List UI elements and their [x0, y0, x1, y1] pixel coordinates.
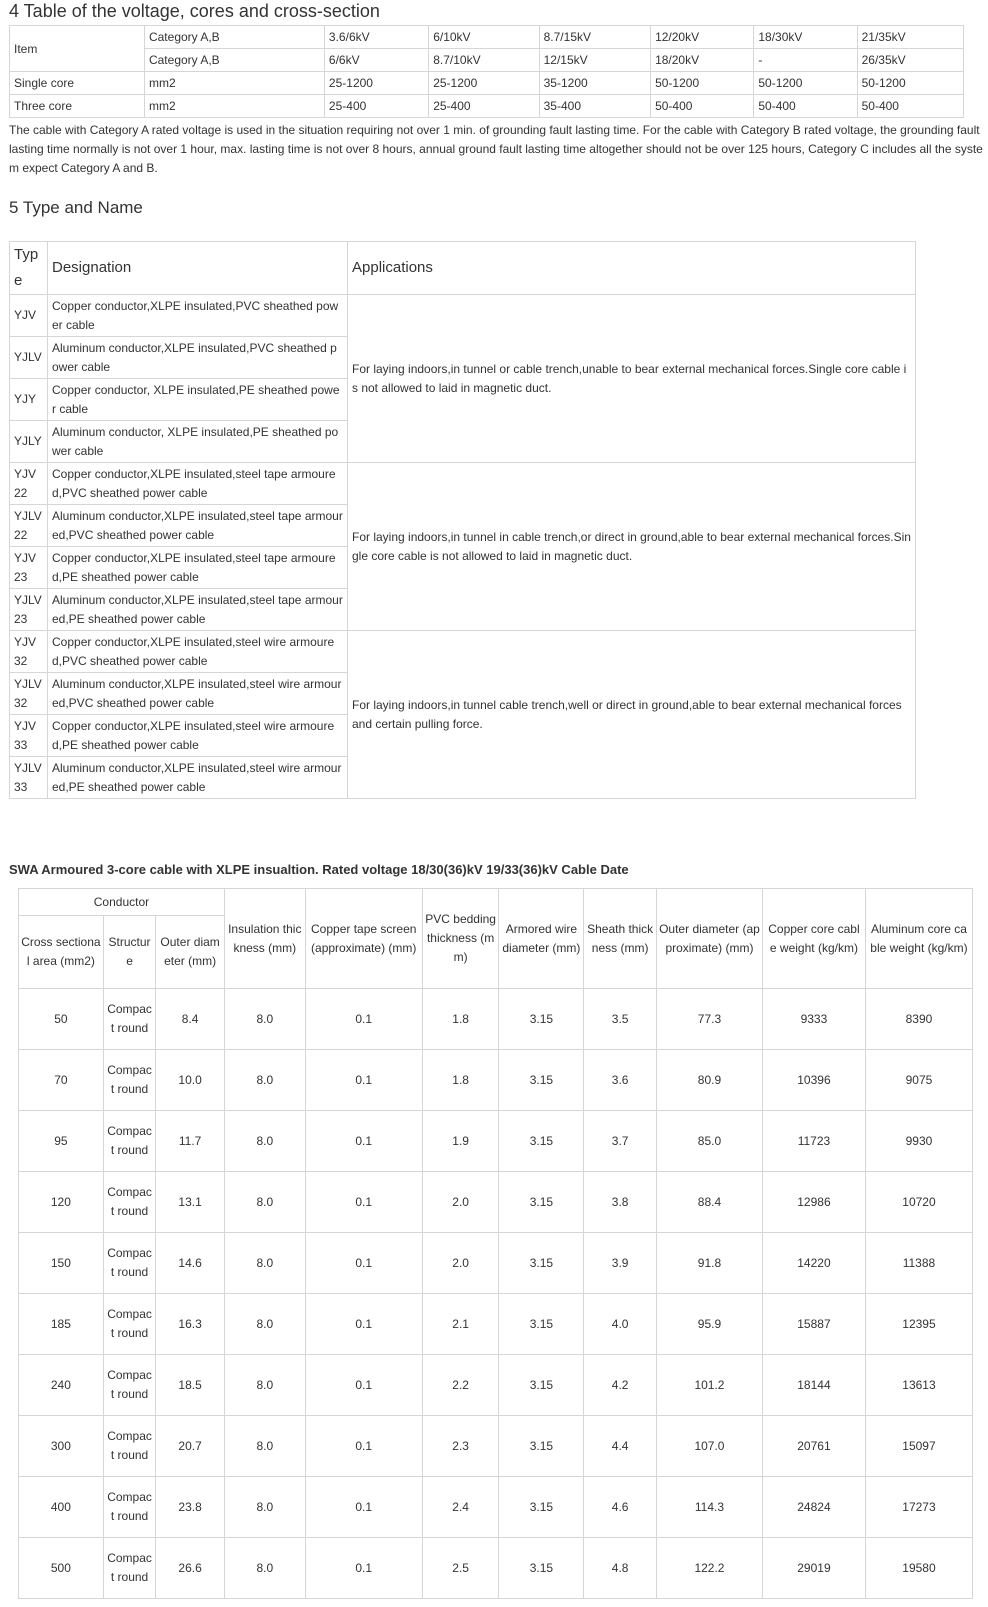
type-cell: YJLY [10, 421, 48, 463]
table-cell: 50-1200 [651, 72, 754, 95]
type-cell: YJLV [10, 337, 48, 379]
copper-weight-cell: 29019 [762, 1538, 865, 1599]
section-5-title: 5 Type and Name [9, 198, 143, 217]
table-cell: 50-1200 [754, 72, 857, 95]
copper-weight-cell: 9333 [762, 989, 865, 1050]
table-cell: 6/6kV [324, 49, 428, 72]
outer-diameter-cell: 18.5 [156, 1355, 225, 1416]
insulation-header: Insulation thickness (mm) [224, 889, 305, 989]
cable-data-title: SWA Armoured 3-core cable with XLPE insualtion. Rated voltage 18/30(36)kV 19/33(36)kV Cable Date [9, 862, 629, 877]
table-cell: 50-400 [754, 95, 857, 118]
type-cell: YJV 33 [10, 715, 48, 757]
table-row [19, 1233, 973, 1294]
cross-section-cell: 300 [19, 1416, 104, 1477]
aluminum-weight-cell: 10720 [865, 1172, 972, 1233]
outer-diameter-approx-cell: 107.0 [656, 1416, 762, 1477]
armored-wire-cell: 3.15 [499, 1538, 584, 1599]
copper-tape-cell: 0.1 [305, 1172, 422, 1233]
outer-diameter-cell: 10.0 [156, 1050, 225, 1111]
outer-diameter-approx-cell: 77.3 [656, 989, 762, 1050]
table-cell: - [754, 49, 857, 72]
outer-diameter-cell: 13.1 [156, 1172, 225, 1233]
pvc-bedding-cell: 2.0 [422, 1233, 499, 1294]
pvc-bedding-cell: 2.4 [422, 1477, 499, 1538]
armored-wire-cell: 3.15 [499, 1172, 584, 1233]
cross-section-cell: 240 [19, 1355, 104, 1416]
table-row [19, 1172, 973, 1233]
designation-cell: Aluminum conductor,XLPE insulated,steel wire armoured,PVC sheathed power cable [48, 673, 348, 715]
sheath-cell: 4.2 [584, 1355, 657, 1416]
applications-cell: For laying indoors,in tunnel or cable trench,unable to bear external mechanical forces.Single core cable is not allowed to laid in magnetic duct. [348, 295, 916, 463]
aluminum-weight-cell: 8390 [865, 989, 972, 1050]
cable-data-table [18, 888, 973, 1599]
table-row [19, 1355, 973, 1416]
copper-weight-header: Copper core cable weight (kg/km) [762, 889, 865, 989]
pvc-bedding-cell: 1.9 [422, 1111, 499, 1172]
aluminum-weight-cell: 15097 [865, 1416, 972, 1477]
structure-cell: Compact round [103, 1538, 155, 1599]
type-cell: YJV 23 [10, 547, 48, 589]
core-label: Three core [10, 95, 145, 118]
armored-wire-cell: 3.15 [499, 1111, 584, 1172]
armored-wire-cell: 3.15 [499, 1416, 584, 1477]
table-header-row [10, 242, 916, 295]
table-row [10, 49, 964, 72]
cross-section-cell: 70 [19, 1050, 104, 1111]
pvc-bedding-header: PVC bedding thickness (mm) [422, 889, 499, 989]
pvc-bedding-cell: 2.3 [422, 1416, 499, 1477]
type-cell: YJLV 32 [10, 673, 48, 715]
table-row [10, 295, 916, 337]
cross-section-cell: 95 [19, 1111, 104, 1172]
copper-weight-cell: 12986 [762, 1172, 865, 1233]
type-name-table [9, 241, 916, 799]
insulation-cell: 8.0 [224, 1111, 305, 1172]
cross-section-cell: 185 [19, 1294, 104, 1355]
copper-weight-cell: 14220 [762, 1233, 865, 1294]
type-cell: YJV [10, 295, 48, 337]
structure-cell: Compact round [103, 989, 155, 1050]
sheath-cell: 3.5 [584, 989, 657, 1050]
applications-cell: For laying indoors,in tunnel in cable trench,or direct in ground,able to bear external mechanical forces.Single core cable is not allowed to laid in magnetic duct. [348, 463, 916, 631]
applications-cell: For laying indoors,in tunnel cable trench,well or direct in ground,able to bear external mechanical forces and certain pulling force. [348, 631, 916, 799]
table-cell: 8.7/10kV [429, 49, 539, 72]
structure-cell: Compact round [103, 1477, 155, 1538]
aluminum-weight-header: Aluminum core cable weight (kg/km) [865, 889, 972, 989]
armored-wire-cell: 3.15 [499, 1355, 584, 1416]
sheath-cell: 4.6 [584, 1477, 657, 1538]
core-label: Single core [10, 72, 145, 95]
structure-cell: Compact round [103, 1355, 155, 1416]
sheath-cell: 4.0 [584, 1294, 657, 1355]
table-cell: 18/20kV [651, 49, 754, 72]
insulation-cell: 8.0 [224, 1294, 305, 1355]
armored-wire-header: Armored wire diameter (mm) [499, 889, 584, 989]
table-row [10, 631, 916, 673]
armored-wire-cell: 3.15 [499, 1477, 584, 1538]
copper-tape-cell: 0.1 [305, 1233, 422, 1294]
aluminum-weight-cell: 11388 [865, 1233, 972, 1294]
structure-header: Structure [103, 916, 155, 989]
outer-diameter-cell: 23.8 [156, 1477, 225, 1538]
outer-diameter-cell: 8.4 [156, 989, 225, 1050]
designation-cell: Copper conductor,XLPE insulated,steel wire armoured,PE sheathed power cable [48, 715, 348, 757]
structure-cell: Compact round [103, 1111, 155, 1172]
insulation-cell: 8.0 [224, 1050, 305, 1111]
type-cell: YJLV 22 [10, 505, 48, 547]
insulation-cell: 8.0 [224, 1233, 305, 1294]
table-row [19, 1538, 973, 1599]
copper-tape-cell: 0.1 [305, 1477, 422, 1538]
sheath-cell: 4.4 [584, 1416, 657, 1477]
aluminum-weight-cell: 13613 [865, 1355, 972, 1416]
pvc-bedding-cell: 2.2 [422, 1355, 499, 1416]
designation-cell: Copper conductor,XLPE insulated,PVC sheathed power cable [48, 295, 348, 337]
outer-diameter-approx-cell: 80.9 [656, 1050, 762, 1111]
outer-diameter-cell: 20.7 [156, 1416, 225, 1477]
outer-diameter-approx-cell: 88.4 [656, 1172, 762, 1233]
designation-cell: Aluminum conductor,XLPE insulated,PVC sheathed power cable [48, 337, 348, 379]
cross-section-cell: 400 [19, 1477, 104, 1538]
table-row [19, 1111, 973, 1172]
table-cell: 18/30kV [754, 26, 857, 49]
table-header-row [19, 889, 973, 916]
table-row [19, 1416, 973, 1477]
table-row [10, 463, 916, 505]
table-cell: 12/15kV [539, 49, 650, 72]
pvc-bedding-cell: 1.8 [422, 1050, 499, 1111]
pvc-bedding-cell: 1.8 [422, 989, 499, 1050]
copper-weight-cell: 15887 [762, 1294, 865, 1355]
section-4-title: 4 Table of the voltage, cores and cross-section [9, 1, 380, 21]
designation-cell: Aluminum conductor,XLPE insulated,steel tape armoured,PVC sheathed power cable [48, 505, 348, 547]
outer-diameter-cell: 14.6 [156, 1233, 225, 1294]
sheath-cell: 4.8 [584, 1538, 657, 1599]
aluminum-weight-cell: 9930 [865, 1111, 972, 1172]
armored-wire-cell: 3.15 [499, 1294, 584, 1355]
type-cell: YJV 32 [10, 631, 48, 673]
copper-weight-cell: 10396 [762, 1050, 865, 1111]
outer-diameter-approx-cell: 95.9 [656, 1294, 762, 1355]
outer-diameter-approx-cell: 122.2 [656, 1538, 762, 1599]
type-header: Type [10, 242, 48, 295]
table-cell: 6/10kV [429, 26, 539, 49]
copper-tape-cell: 0.1 [305, 1416, 422, 1477]
designation-cell: Aluminum conductor, XLPE insulated,PE sheathed power cable [48, 421, 348, 463]
cross-section-cell: 50 [19, 989, 104, 1050]
type-cell: YJY [10, 379, 48, 421]
sheath-cell: 3.6 [584, 1050, 657, 1111]
table-cell: 25-400 [429, 95, 539, 118]
pvc-bedding-cell: 2.0 [422, 1172, 499, 1233]
copper-tape-cell: 0.1 [305, 1538, 422, 1599]
table-cell: 50-1200 [857, 72, 963, 95]
table-cell: 35-400 [539, 95, 650, 118]
sheath-cell: 3.9 [584, 1233, 657, 1294]
outer-diameter-approx-cell: 91.8 [656, 1233, 762, 1294]
insulation-cell: 8.0 [224, 1538, 305, 1599]
table-row [10, 26, 964, 49]
sheath-cell: 3.8 [584, 1172, 657, 1233]
armored-wire-cell: 3.15 [499, 989, 584, 1050]
designation-header: Designation [48, 242, 348, 295]
sheath-header: Sheath thickness (mm) [584, 889, 657, 989]
copper-weight-cell: 20761 [762, 1416, 865, 1477]
cross-section-cell: 120 [19, 1172, 104, 1233]
armored-wire-cell: 3.15 [499, 1050, 584, 1111]
table-cell: 25-1200 [324, 72, 428, 95]
table-cell: 12/20kV [651, 26, 754, 49]
outer-diameter-approx-cell: 101.2 [656, 1355, 762, 1416]
table-row [19, 1050, 973, 1111]
table-cell: 3.6/6kV [324, 26, 428, 49]
insulation-cell: 8.0 [224, 1355, 305, 1416]
table-cell: 25-400 [324, 95, 428, 118]
pvc-bedding-cell: 2.5 [422, 1538, 499, 1599]
table-row [10, 95, 964, 118]
table-cell: 35-1200 [539, 72, 650, 95]
designation-cell: Aluminum conductor,XLPE insulated,steel wire armoured,PE sheathed power cable [48, 757, 348, 799]
designation-cell: Aluminum conductor,XLPE insulated,steel tape armoured,PE sheathed power cable [48, 589, 348, 631]
table-row [19, 989, 973, 1050]
voltage-cores-table [9, 25, 964, 118]
insulation-cell: 8.0 [224, 1416, 305, 1477]
outer-diameter-approx-cell: 114.3 [656, 1477, 762, 1538]
pvc-bedding-cell: 2.1 [422, 1294, 499, 1355]
unit-cell: mm2 [144, 95, 324, 118]
insulation-cell: 8.0 [224, 1477, 305, 1538]
copper-weight-cell: 24824 [762, 1477, 865, 1538]
copper-tape-cell: 0.1 [305, 989, 422, 1050]
insulation-cell: 8.0 [224, 989, 305, 1050]
copper-tape-cell: 0.1 [305, 1111, 422, 1172]
structure-cell: Compact round [103, 1233, 155, 1294]
designation-cell: Copper conductor,XLPE insulated,steel tape armoured,PVC sheathed power cable [48, 463, 348, 505]
aluminum-weight-cell: 17273 [865, 1477, 972, 1538]
copper-weight-cell: 18144 [762, 1355, 865, 1416]
aluminum-weight-cell: 9075 [865, 1050, 972, 1111]
type-cell: YJLV 33 [10, 757, 48, 799]
table-cell: 8.7/15kV [539, 26, 650, 49]
structure-cell: Compact round [103, 1416, 155, 1477]
unit-cell: mm2 [144, 72, 324, 95]
copper-tape-cell: 0.1 [305, 1355, 422, 1416]
designation-cell: Copper conductor,XLPE insulated,steel tape armoured,PE sheathed power cable [48, 547, 348, 589]
outer-diameter-cell: 26.6 [156, 1538, 225, 1599]
cross-section-header: Cross sectional area (mm2) [19, 916, 104, 989]
item-label: Item [10, 26, 145, 72]
sheath-cell: 3.7 [584, 1111, 657, 1172]
category-label: Category A,B [144, 26, 324, 49]
structure-cell: Compact round [103, 1294, 155, 1355]
table-cell: 50-400 [651, 95, 754, 118]
table-cell: 26/35kV [857, 49, 963, 72]
insulation-cell: 8.0 [224, 1172, 305, 1233]
aluminum-weight-cell: 19580 [865, 1538, 972, 1599]
outer-diameter-approx-header: Outer diameter (approximate) (mm) [656, 889, 762, 989]
copper-tape-cell: 0.1 [305, 1294, 422, 1355]
table-row [19, 1477, 973, 1538]
table-cell: 50-400 [857, 95, 963, 118]
aluminum-weight-cell: 12395 [865, 1294, 972, 1355]
cross-section-cell: 150 [19, 1233, 104, 1294]
type-cell: YJLV 23 [10, 589, 48, 631]
table-row [19, 1294, 973, 1355]
table-cell: 25-1200 [429, 72, 539, 95]
outer-diameter-cell: 11.7 [156, 1111, 225, 1172]
category-label: Category A,B [144, 49, 324, 72]
cross-section-cell: 500 [19, 1538, 104, 1599]
table-row [10, 72, 964, 95]
category-note: The cable with Category A rated voltage is used in the situation requiring not over 1 min. of grounding fault lasting time. For the cable with Category B rated voltage, the grounding fault lasting time normally is not over 1 hour, max. lasting time is not over 8 hours, annual ground fault lasting time altogether should not be over 125 hours, Category C includes all the system expect Category A and B. [9, 123, 983, 175]
outer-diameter-header: Outer diameter (mm) [156, 916, 225, 989]
type-cell: YJV 22 [10, 463, 48, 505]
copper-tape-header: Copper tape screen (approximate) (mm) [305, 889, 422, 989]
designation-cell: Copper conductor,XLPE insulated,steel wire armoured,PVC sheathed power cable [48, 631, 348, 673]
copper-weight-cell: 11723 [762, 1111, 865, 1172]
outer-diameter-approx-cell: 85.0 [656, 1111, 762, 1172]
outer-diameter-cell: 16.3 [156, 1294, 225, 1355]
designation-cell: Copper conductor, XLPE insulated,PE sheathed power cable [48, 379, 348, 421]
armored-wire-cell: 3.15 [499, 1233, 584, 1294]
conductor-header: Conductor [19, 889, 225, 916]
structure-cell: Compact round [103, 1172, 155, 1233]
structure-cell: Compact round [103, 1050, 155, 1111]
table-cell: 21/35kV [857, 26, 963, 49]
copper-tape-cell: 0.1 [305, 1050, 422, 1111]
applications-header: Applications [348, 242, 916, 295]
